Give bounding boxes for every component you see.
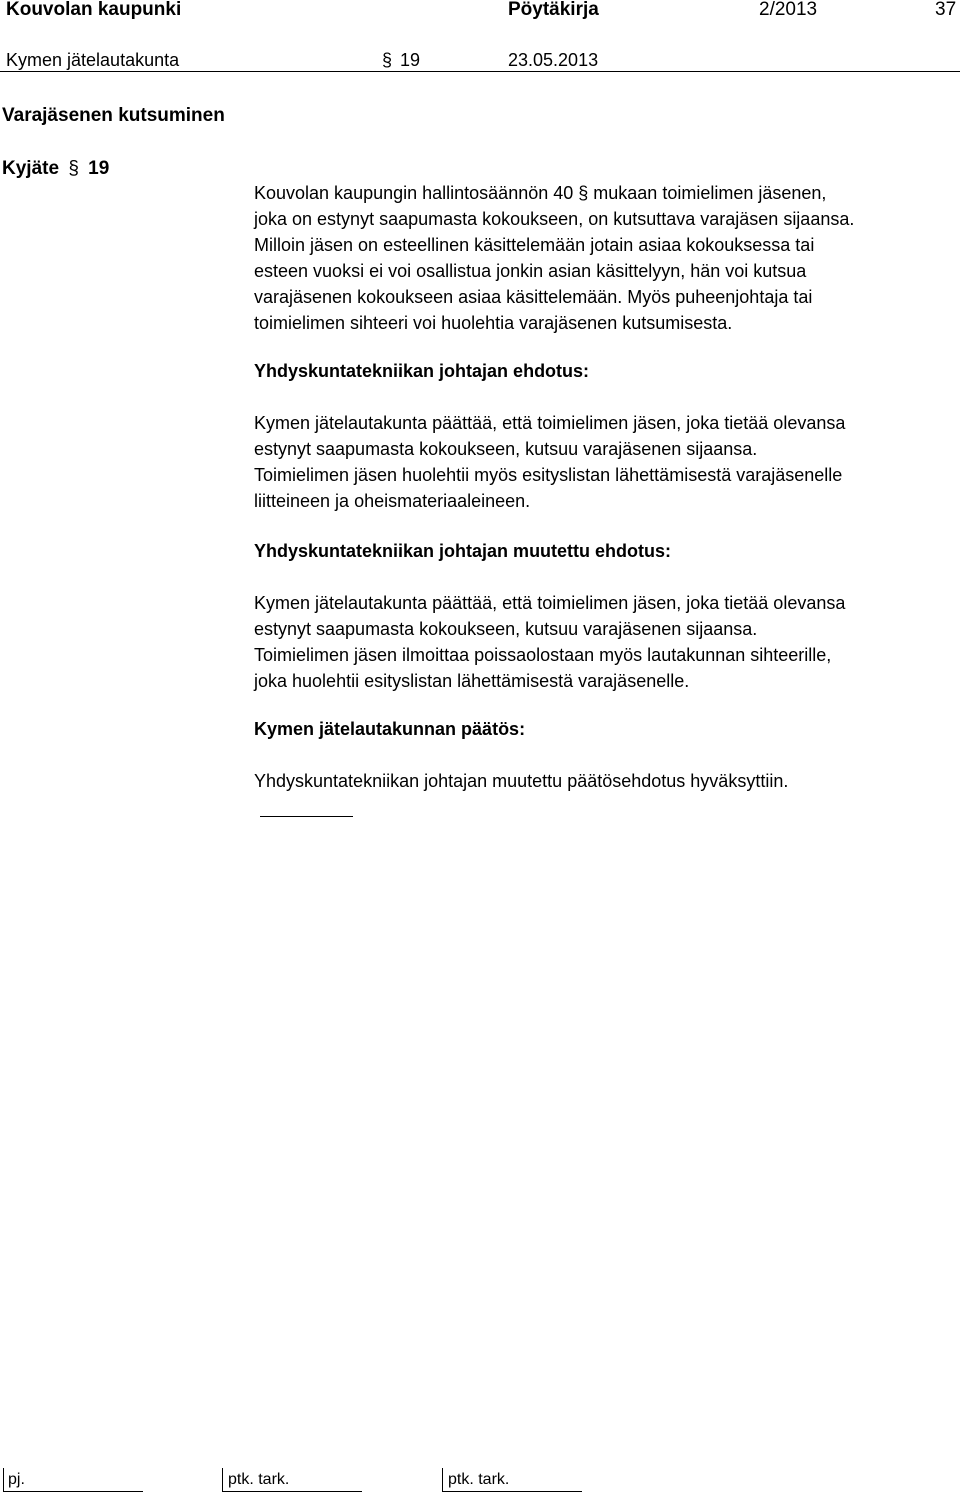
proposal-heading: Yhdyskuntatekniikan johtajan ehdotus: — [254, 361, 590, 381]
amended-proposal-paragraph — [254, 590, 954, 694]
meeting-date: 23.05.2013 — [508, 50, 599, 70]
item-reference-label: Kyjäte — [2, 158, 60, 179]
chair-signature-line — [3, 1491, 143, 1492]
proposal-line: liitteineen ja oheismateriaaleineen. — [254, 491, 531, 511]
decision-paragraph — [254, 768, 954, 794]
checker2-signature-line — [442, 1491, 582, 1492]
intro-line: toimielimen sihteeri voi huolehtia varajäsenen kutsumisesta. — [254, 313, 733, 333]
document-type: Pöytäkirja — [508, 0, 599, 20]
intro-line: esteen vuoksi ei voi osallistua jonkin asian käsittelyyn, hän voi kutsua — [254, 261, 807, 281]
amended-proposal-heading: Yhdyskuntatekniikan johtajan muutettu ehdotus: — [254, 541, 672, 561]
page-number: 37 — [935, 0, 957, 20]
intro-paragraph — [254, 180, 954, 336]
item-reference-number: 19 — [88, 158, 110, 179]
chair-label: pj. — [8, 1471, 25, 1488]
amended-line: estynyt saapumasta kokoukseen, kutsuu varajäsenen sijaansa. — [254, 619, 758, 639]
checker2-field-divider — [442, 1468, 443, 1492]
checker1-field-divider — [222, 1468, 223, 1492]
item-title: Varajäsenen kutsuminen — [2, 105, 225, 126]
amended-line: Kymen jätelautakunta päättää, että toimielimen jäsen, joka tietää olevansa — [254, 593, 846, 613]
intro-line: varajäsenen kokoukseen asiaa käsittelemään. Myös puheenjohtaja tai — [254, 287, 813, 307]
header-rule — [0, 71, 960, 72]
decision-heading: Kymen jätelautakunnan päätös: — [254, 719, 526, 739]
proposal-line: Toimielimen jäsen huolehtii myös esityslistan lähettämisestä varajäsenelle — [254, 465, 843, 485]
end-rule — [260, 816, 353, 817]
item-reference — [2, 159, 109, 178]
amended-line: Toimielimen jäsen ilmoittaa poissaolostaan myös lautakunnan sihteerille, — [254, 645, 832, 665]
checker1-signature-line — [222, 1491, 362, 1492]
document-number: 2/2013 — [759, 0, 818, 20]
organization-name: Kouvolan kaupunki — [6, 0, 182, 20]
proposal-line: Kymen jätelautakunta päättää, että toimielimen jäsen, joka tietää olevansa — [254, 413, 846, 433]
amended-line: joka huolehtii esityslistan lähettämisestä varajäsenelle. — [254, 671, 690, 691]
intro-line: Kouvolan kaupungin hallintosäännön 40 § mukaan toimielimen jäsenen, — [254, 183, 827, 203]
chair-field-divider — [3, 1468, 4, 1492]
board-name: Kymen jätelautakunta — [6, 50, 180, 70]
checker1-label: ptk. tark. — [228, 1471, 290, 1488]
decision-line: Yhdyskuntatekniikan johtajan muutettu päätösehdotus hyväksyttiin. — [254, 771, 789, 791]
proposal-paragraph — [254, 410, 954, 514]
section-number: 19 — [400, 50, 421, 70]
checker2-label: ptk. tark. — [448, 1471, 510, 1488]
item-reference-symbol: § — [68, 158, 79, 179]
proposal-line: estynyt saapumasta kokoukseen, kutsuu varajäsenen sijaansa. — [254, 439, 758, 459]
intro-line: Milloin jäsen on esteellinen käsittelemään jotain asiaa kokouksessa tai — [254, 235, 815, 255]
intro-line: joka on estynyt saapumasta kokoukseen, on kutsuttava varajäsen sijaansa. — [254, 209, 855, 229]
section-symbol: § — [382, 50, 393, 70]
